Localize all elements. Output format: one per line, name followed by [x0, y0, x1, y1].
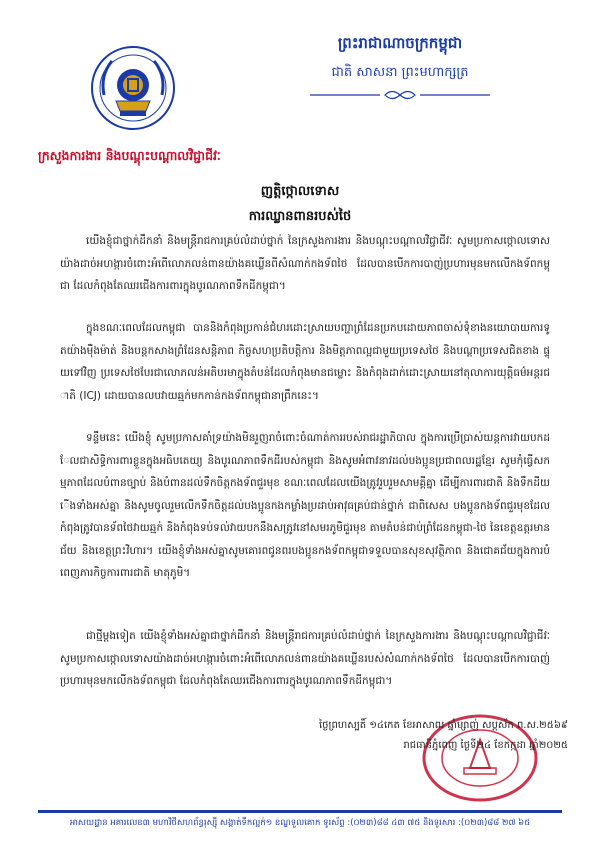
footer-address: អាសយដ្ឋាន អគារលេខ៣ មហាវិថីសហព័ន្ធរុស្ស៊ី សង្កាត់ទឹកល្អក់១ ខណ្ឌទួលគោក ទូរស័ព្ទ :(០២៣)៨៨ ៤៣ ៧៥ និងទូរសារ :(០២៣)៨៨ ២៧ ៦៥ [69, 818, 531, 828]
petition-subtitle: ការឈ្លានពានរបស់ថៃ [248, 209, 352, 224]
paragraph-3: ទន្ទឹមនេះ យើងខ្ញុំ សូមប្រកាសគាំទ្រយ៉ាងមិនរួញរាចំពោះចំណាត់ការរបស់រាជរដ្ឋាភិបាល ក្នុងការប្រើប្រាស់យន្តការវាយបកដែលជាសិទ្ធិការពារខ្លួនក្នុងអធិបតេយ្យ និងបូរណភាពទឹកដីរបស់កម្ពុជា និងសូមអំពាវនាវដល់បងប្អូនប្រជាពលរដ្ឋខ្មែរ សូមកុំធ្វើសកម្មភាពដែលបំពានច្បាប់ និងបំពានដល់ទឹកចិត្តកងទ័ពជួរមុខ ខណៈពេលដែលយើងត្រូវរួបរួមសាមគ្គីគ្នា ដើម្បីការពារជាតិ និងទឹកដីយើងទាំងអស់គ្នា និងសូមចូលរួមលើកទឹកចិត្តដល់បងប្អូនកងកម្លាំងប្រដាប់អាវុធគ្រប់ជាន់ថ្នាក់ ជាពិសេស បងប្អូនកងទ័ពជួរមុខដែលកំពុងត្រូវបានទ័ពថៃវាយឆ្មក់ និងកំពុងទប់ទល់វាយបកនឹងសត្រូវនៅសមរភូមិជួរមុខ តាមតំបន់ជាប់ព្រំដែនកម្ពុជា-ថៃ នៃខេត្តឧត្តរមានជ័យ និងខេត្តព្រះវិហារ។ យើងខ្ញុំទាំងអស់គ្នាសូមគោរពជូនពរបងប្អូនកងទ័ពកម្ពុជាទទួលបានសុខសុវត្ថិភាព និងជោគជ័យក្នុងការបំពេញភារកិច្ចការពារជាតិ មាតុភូមិ។ [60, 432, 550, 579]
paragraph-2: ក្នុងខណៈពេលដែលកម្ពុជា បាននិងកំពុងប្រកាន់ជំហរដោះស្រាយបញ្ហាព្រំដែនប្រកបដោយភាពចាស់ទុំខាងនយោបាយការទូតយ៉ាងម៉ឺងម៉ាត់ និងបន្តកសាងព្រំដែនសន្តិភាព កិច្ចសហប្រតិបត្តិការ និងមិត្តភាពល្អជាមួយប្រទេសថៃ និងបណ្តាប្រទេសជិតខាង ផ្ទុយទៅវិញ ប្រទេសថៃបែរជាលោភលន់អតិបរមាក្នុងតំបន់ដែលកំពុងមានជម្លោះ និងកំពុងដាក់ដោះស្រាយនៅតុលាការយុត្តិធម៌អន្តរជាតិ (ICJ) ដោយបានលបវាយឆ្មក់មកកាន់កងទ័ពកម្ពុជានាព្រឹកនេះ។ [60, 322, 550, 402]
ornament-divider [300, 88, 500, 102]
kingdom-title: ព្រះរាជាណាចក្រកម្ពុជា [337, 34, 463, 52]
solar-date: រាជធានីភ្នំពេញ ថ្ងៃទី២៤ ខែកក្កដា ឆ្នាំ២០២៥ [403, 740, 568, 751]
petition-title: ញត្តិថ្កោលទោស [260, 184, 340, 199]
paragraph-1: យើងខ្ញុំជាថ្នាក់ដឹកនាំ និងមន្ត្រីរាជការគ្រប់លំដាប់ថ្នាក់ នៃក្រសួងការងារ និងបណ្តុះបណ្តាលវិជ្ជាជីវៈ សូមប្រកាសថ្កោលទោសយ៉ាងដាច់អហង្ការចំពោះអំពើលោភលន់ពានយ៉ាងគឃ្លើនពីសំណាក់កងទ័ពថៃ ដែលបានបើកការបាញ់ប្រហារមុនមកលើកងទ័ពកម្ពុជា ដែលកំពុងតែឈរជើងការពារក្នុងបូរណភាពទឹកដីកម្ពុជា។ [60, 235, 550, 292]
national-motto: ជាតិ សាសនា ព្រះមហាក្សត្រ [331, 65, 469, 80]
paragraph-4: ជាថ្មីម្តងទៀត យើងខ្ញុំទាំងអស់គ្នាជាថ្នាក់ដឹកនាំ និងមន្ត្រីរាជការគ្រប់លំដាប់ថ្នាក់ នៃក្រសួងការងារ និងបណ្តុះបណ្តាលវិជ្ជាជីវៈ សូមប្រកាសថ្កោលទោសយ៉ាងដាច់អហង្ការចំពោះអំពើលោភលន់ពានយ៉ាងគឃ្លើនរបស់សំណាក់កងទ័ពថៃ ដែលបានបើកការបាញ់ប្រហារមុនមកលើកងទ័ពកម្ពុជា ដែលកំពុងតែឈរជើងការពារក្នុងបូរណភាពទឹកដីកម្ពុជា។ [60, 630, 550, 687]
footer-divider [38, 810, 562, 813]
ministry-logo [90, 45, 176, 131]
ministry-name: ក្រសួងការងារ និងបណ្តុះបណ្តាលវិជ្ជាជីវៈ [38, 148, 221, 163]
lunar-date: ថ្ងៃព្រហស្បតិ៍ ១៤កេត ខែអាសាឍ ឆ្នាំម្សាញ់ សប្តស័ក ព.ស.២៥៦៩ [318, 720, 568, 731]
